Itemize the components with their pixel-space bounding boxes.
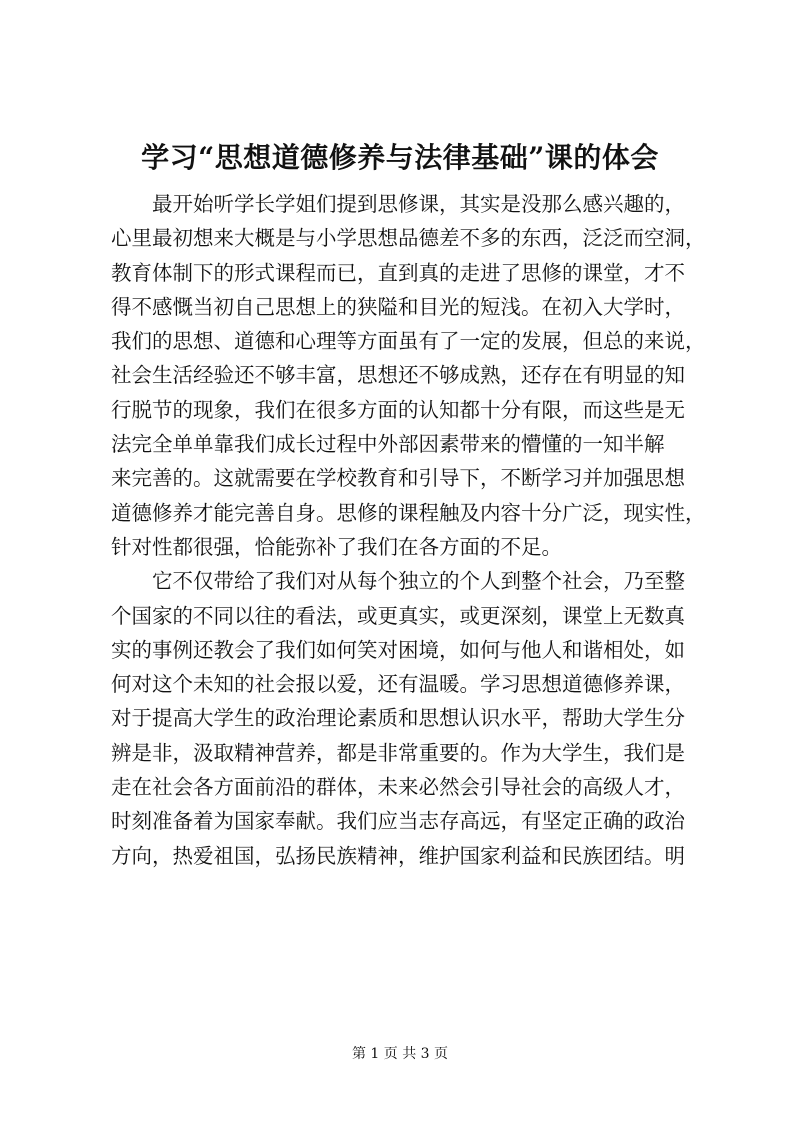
document-body	[111, 187, 709, 873]
paragraph-2-line: 实的事例还教会了我们如何笑对困境，如何与他人和谐相处，如	[111, 637, 685, 662]
paragraph-2-line: 它不仅带给了我们对从每个独立的个人到整个社会，乃至整	[152, 569, 685, 594]
paragraph-2-line: 辨是非，汲取精神营养，都是非常重要的。作为大学生，我们是	[111, 740, 685, 765]
paragraph-2-line: 走在社会各方面前沿的群体，未来必然会引导社会的高级人才，	[111, 775, 685, 800]
paragraph-1-line: 心里最初想来大概是与小学思想品德差不多的东西，泛泛而空洞，	[111, 226, 706, 251]
paragraph-1-line: 道德修养才能完善自身。思修的课程触及内容十分广泛，现实性，	[111, 500, 706, 525]
paragraph-1-line: 针对性都很强，恰能弥补了我们在各方面的不足。	[111, 534, 562, 559]
paragraph-2-line: 时刻准备着为国家奉献。我们应当志存高远，有坚定正确的政治	[111, 809, 685, 834]
paragraph-1-line: 来完善的。这就需要在学校教育和引导下，不断学习并加强思想	[111, 466, 685, 491]
paragraph-1-line: 社会生活经验还不够丰富，思想还不够成熟，还存在有明显的知	[111, 363, 685, 388]
paragraph-1-line: 法完全单单靠我们成长过程中外部因素带来的懵懂的一知半解	[111, 432, 665, 457]
paragraph-2-line: 何对这个未知的社会报以爱，还有温暖。学习思想道德修养课，	[111, 672, 685, 697]
document-title: 学习“思想道德修养与法律基础”课的体会	[141, 141, 659, 174]
paragraph-1-line: 最开始听学长学姐们提到思修课，其实是没那么感兴趣的，	[152, 192, 685, 216]
paragraph-1-line: 行脱节的现象，我们在很多方面的认知都十分有限，而这些是无	[111, 397, 685, 422]
paragraph-2-line: 方向，热爱祖国，弘扬民族精神，维护国家利益和民族团结。明	[111, 843, 685, 868]
paragraph-1-line: 我们的思想、道德和心理等方面虽有了一定的发展，但总的来说，	[111, 329, 706, 354]
paragraph-2-line: 对于提高大学生的政治理论素质和思想认识水平，帮助大学生分	[111, 706, 685, 731]
paragraph-1-line: 得不感慨当初自己思想上的狭隘和目光的短浅。在初入大学时，	[111, 294, 685, 319]
page-number-footer: 第 1 页 共 3 页	[351, 1046, 449, 1062]
paragraph-2-line: 个国家的不同以往的看法，或更真实，或更深刻，课堂上无数真	[111, 603, 685, 628]
paragraph-1-line: 教育体制下的形式课程而已，直到真的走进了思修的课堂，才不	[111, 260, 685, 285]
